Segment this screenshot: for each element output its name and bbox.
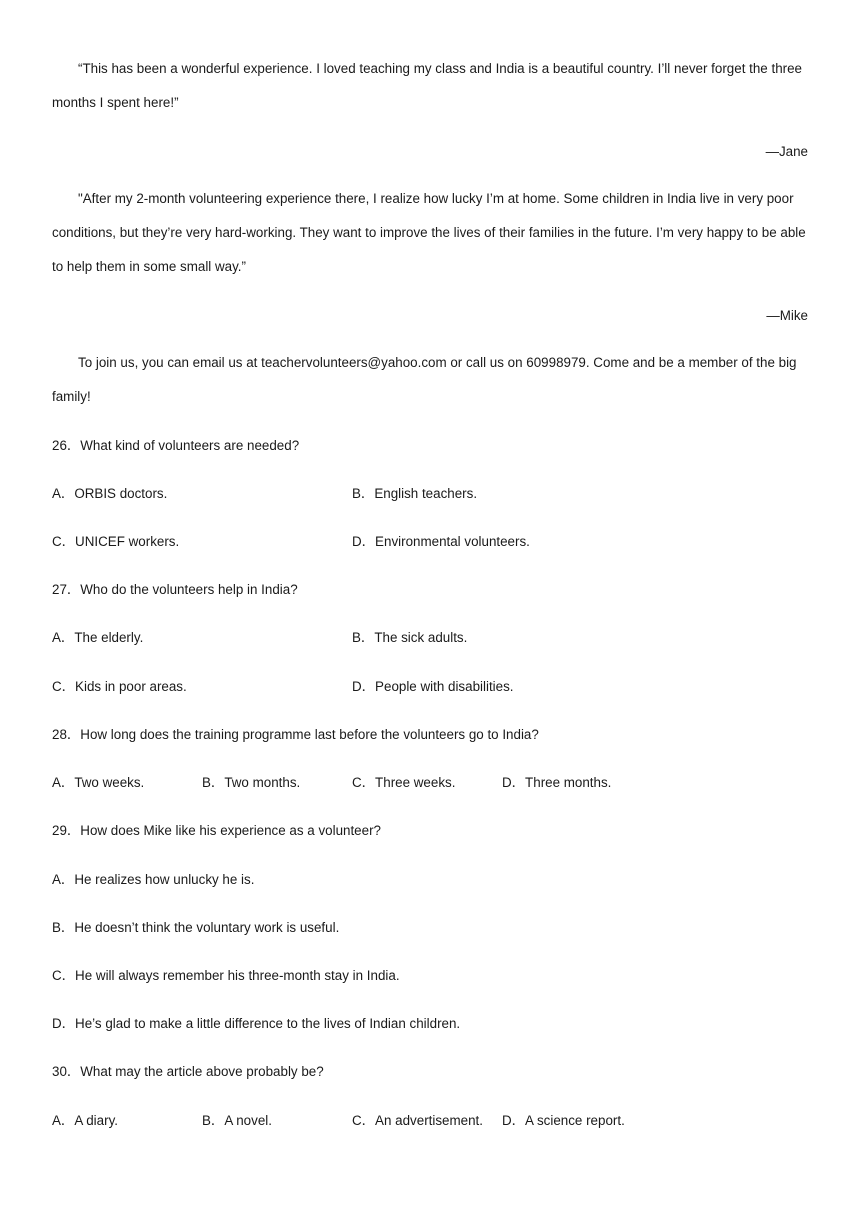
question-29-option-d: D．He’s glad to make a little difference to the lives of Indian children. <box>52 1016 461 1031</box>
jane-quote-paragraph: “This has been a wonderful experience. I loved teaching my class and India is a beautiful country. I’ll never forget the three months I spent here!” <box>52 61 802 110</box>
mike-signature: —Mike <box>766 308 808 323</box>
question-28-option-b: B．Two months. <box>202 775 301 790</box>
question-26-option-c: C．UNICEF workers. <box>52 534 180 549</box>
question-29-option-a: A．He realizes how unlucky he is. <box>52 872 255 887</box>
jane-signature: —Jane <box>765 144 808 159</box>
question-27-stem: 27．Who do the volunteers help in India? <box>52 582 298 597</box>
question-30-option-d: D．A science report. <box>502 1113 625 1128</box>
question-28-option-d: D．Three months. <box>502 775 612 790</box>
question-27-option-b: B．The sick adults. <box>352 630 468 645</box>
question-30-stem: 30．What may the article above probably be? <box>52 1064 324 1079</box>
question-28-stem: 28．How long does the training programme last before the volunteers go to India? <box>52 727 539 742</box>
question-30-option-a: A．A diary. <box>52 1113 118 1128</box>
question-29-option-b: B．He doesn’t think the voluntary work is useful. <box>52 920 340 935</box>
contact-paragraph: To join us, you can email us at teachervolunteers@yahoo.com or call us on 60998979. Come and be a member of the big family! <box>52 355 797 404</box>
question-29-option-c: C．He will always remember his three-month stay in India. <box>52 968 400 983</box>
mike-quote-paragraph: "After my 2-month volunteering experience there, I realize how lucky I’m at home. Some children in India live in very poor conditions, but they’re very hard-working. They want to improve the lives of their families in the future. I’m very happy to be able to help them in some small way.” <box>52 191 806 274</box>
question-26-option-a: A．ORBIS doctors. <box>52 486 168 501</box>
question-27-option-c: C．Kids in poor areas. <box>52 679 187 694</box>
question-30-option-b: B．A novel. <box>202 1113 272 1128</box>
question-27-option-a: A．The elderly. <box>52 630 144 645</box>
question-27-option-d: D．People with disabilities. <box>352 679 514 694</box>
question-28-option-a: A．Two weeks. <box>52 775 145 790</box>
question-26-stem: 26．What kind of volunteers are needed? <box>52 438 300 453</box>
question-26-option-d: D．Environmental volunteers. <box>352 534 530 549</box>
question-26-option-b: B．English teachers. <box>352 486 478 501</box>
question-29-stem: 29．How does Mike like his experience as a volunteer? <box>52 823 381 838</box>
question-30-option-c: C．An advertisement. <box>352 1113 483 1128</box>
question-28-option-c: C．Three weeks. <box>352 775 456 790</box>
